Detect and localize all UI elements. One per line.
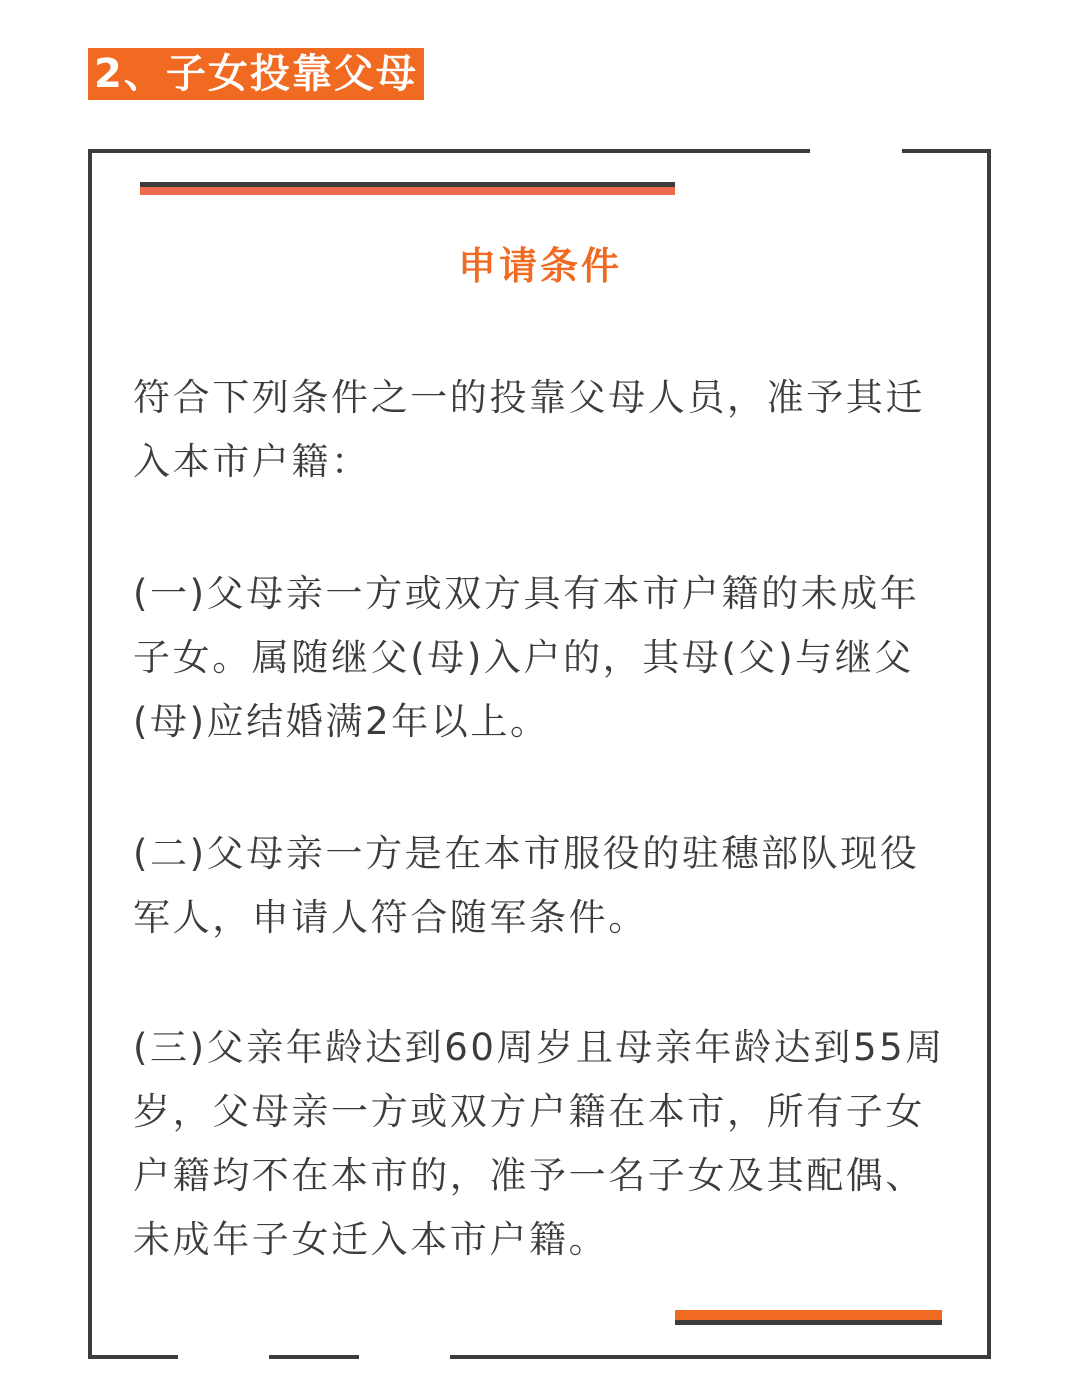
decorative-bars-bottom	[675, 1310, 942, 1325]
frame-right-border	[987, 149, 991, 1359]
frame-bottom-border	[450, 1355, 991, 1359]
frame-top-border-end	[902, 149, 991, 153]
section-heading: 申请条件	[457, 244, 622, 288]
frame-bottom-dash	[88, 1355, 178, 1359]
divider-orange	[675, 1310, 942, 1320]
condition-item-1: (一)父母亲一方或双方具有本市户籍的未成年子女。属随继父(母)入户的，其母(父)与继父(母)应结婚满2年以上。	[133, 572, 920, 743]
frame-top-border	[88, 149, 810, 153]
condition-item-3: (三)父亲年龄达到60周岁且母亲年龄达到55周岁，父母亲一方或双方户籍在本市，所有子女户籍均不在本市的，准予一名子女及其配偶、未成年子女迁入本市户籍。	[133, 1026, 945, 1261]
frame-left-border	[88, 149, 92, 1359]
section-tag: 2、子女投靠父母	[88, 48, 424, 100]
divider-dark	[675, 1320, 942, 1325]
condition-item-2: (二)父母亲一方是在本市服役的驻穗部队现役军人，申请人符合随军条件。	[133, 832, 920, 939]
intro-paragraph: 符合下列条件之一的投靠父母人员，准予其迁入本市户籍：	[133, 376, 925, 483]
frame-bottom-dash	[269, 1355, 359, 1359]
divider-coral	[140, 187, 675, 195]
decorative-bars-top	[140, 182, 675, 195]
